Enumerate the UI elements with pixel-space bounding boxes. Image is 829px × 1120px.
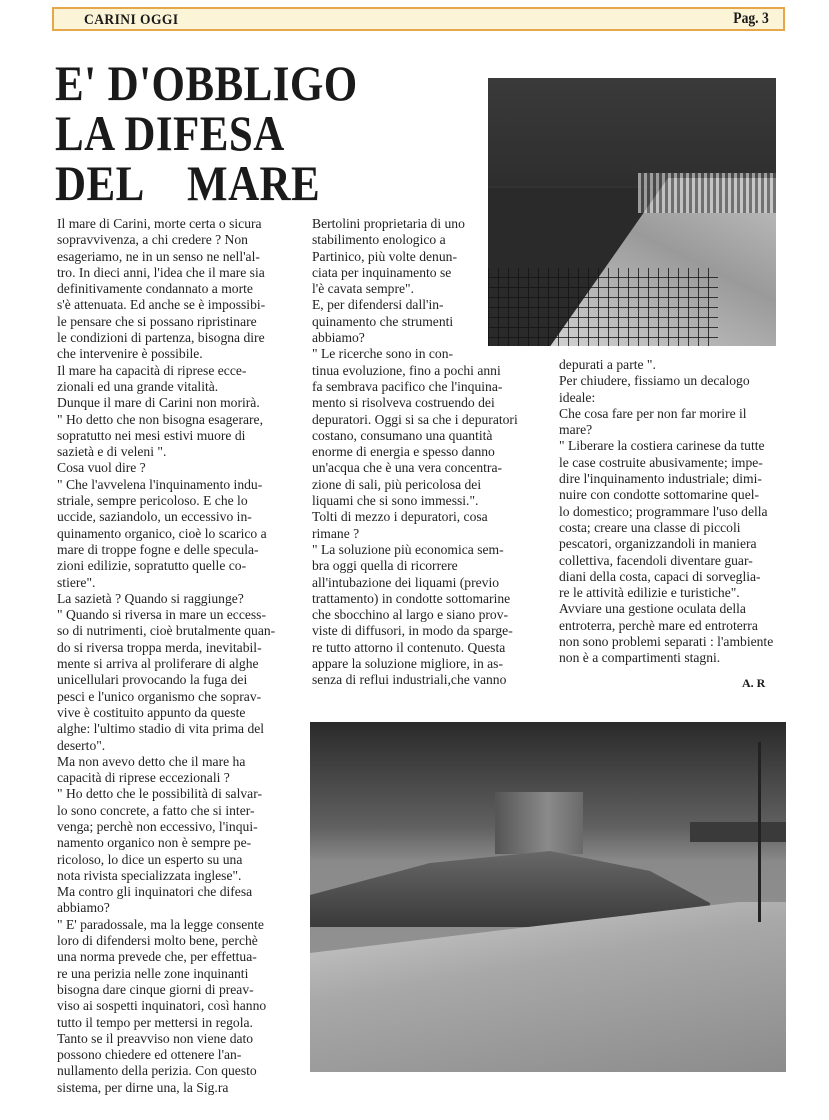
text-line: quinamento organico, cioè lo scarico a <box>57 525 267 541</box>
text-line: costano, consumano una quantità <box>312 427 493 443</box>
text-line: stiere". <box>57 574 96 590</box>
text-line: bra oggi quella di ricorrere <box>312 558 458 574</box>
text-line: enorme di energia e spesso danno <box>312 444 495 460</box>
page-header <box>52 7 785 31</box>
text-line: " Quando si riversa in mare un eccess- <box>57 607 267 623</box>
text-line: Bertolini proprietaria di uno <box>312 216 465 231</box>
text-line: unicellulari provocando la fuga dei <box>57 672 248 688</box>
text-line: dire l'inquinamento industriale; dimi- <box>559 471 762 487</box>
text-line: bisogna dare cinque giorni di preav- <box>57 981 254 997</box>
text-line: liquami che si sono immessi.". <box>312 493 479 509</box>
text-line: le case costruite abusivamente; impe- <box>559 454 763 470</box>
text-line: una norma prevede che, per effettua- <box>57 949 257 965</box>
text-line: zioni edilizie, sopratutto quelle co- <box>57 558 247 574</box>
text-line: tinua evoluzione, fino a pochi anni <box>312 362 501 378</box>
text-line: sopravvivenza, a chi credere ? Non <box>57 232 248 248</box>
text-line: ideale: <box>559 389 596 405</box>
text-line: all'intubazione dei liquami (previo <box>312 574 500 590</box>
text-line: tutto il tempo per mettersi in regola. <box>57 1014 253 1030</box>
text-line: le condizioni di partenza, bisogna dire <box>57 330 265 346</box>
text-line: stabilimento enologico a <box>312 232 446 248</box>
page-number: Pag. 3 <box>733 10 769 27</box>
text-line: so di nutrimenti, cioè brutalmente quan- <box>57 623 276 639</box>
text-line: re le attività edilizie e turistiche". <box>559 585 740 601</box>
text-line: zione di sali, più pericolosa dei <box>312 476 482 492</box>
text-line: " Liberare la costiera carinese da tutte <box>559 438 765 454</box>
text-line: un'acqua che è una vera concentra- <box>312 460 503 476</box>
text-line: sopratutto nei mesi estivi muore di <box>57 427 246 443</box>
text-line: mente si arriva al proliferare di alghe <box>57 656 259 672</box>
text-line: Che cosa fare per non far morire il <box>559 405 747 421</box>
text-line: Avviare una gestione oculata della <box>559 601 746 617</box>
text-line: senza di reflui industriali,che vanno <box>312 672 507 688</box>
text-line: " Che l'avvelena l'inquinamento indu- <box>57 476 263 492</box>
text-line: zionali ed una grande vitalità. <box>57 378 219 394</box>
text-line: vive è costituito appunto da queste <box>57 704 246 720</box>
article-column-2 <box>312 216 554 689</box>
text-line: tro. In dieci anni, l'idea che il mare sia <box>57 264 265 280</box>
text-line: uccide, saziandolo, un eccessivo in- <box>57 509 252 525</box>
article-column-1 <box>57 216 299 1096</box>
text-line: " Ho detto che non bisogna esagerare, <box>57 411 263 427</box>
text-line: " La soluzione più economica sem- <box>312 541 504 557</box>
text-line: namento organico non è sempre pe- <box>57 835 252 851</box>
article-column-3 <box>559 357 789 667</box>
text-line: rimane ? <box>312 525 360 541</box>
text-line: l'è cavata sempre". <box>312 281 414 297</box>
text-line: diani della costa, capaci di sorveglia- <box>559 568 761 584</box>
text-line: Il mare ha capacità di riprese ecce- <box>57 362 247 378</box>
text-line: pesci e l'unico organismo che soprav- <box>57 688 262 704</box>
text-line: Il mare di Carini, morte certa o sicura <box>57 216 262 231</box>
text-line: viso ai sospetti inquinatori, così hanno <box>57 998 267 1014</box>
text-line: " Ho detto che le possibilità di salvar- <box>57 786 262 802</box>
text-line: possono chiedere ed ottenere l'an- <box>57 1047 242 1063</box>
text-line: lo domestico; programmare l'uso della <box>559 503 768 519</box>
article-title: E' D'OBBLIGO LA DIFESA DEL MARE <box>55 55 358 211</box>
text-line: pescatori, organizzandoli in maniera <box>559 536 757 552</box>
author-signature: A. R <box>742 676 766 690</box>
text-line: ciata per inquinamento se <box>312 264 452 280</box>
text-line: ricoloso, lo dice un esperto su una <box>57 851 243 867</box>
text-line: depurati a parte ". <box>559 357 656 372</box>
text-line: entroterra, perchè mare ed entroterra <box>559 617 758 633</box>
text-line: mare di troppe fogne e delle specula- <box>57 541 259 557</box>
text-line: le pensare che si possano ripristinare <box>57 313 257 329</box>
text-line: abbiamo? <box>312 330 365 346</box>
text-line: esageriamo, ne in un senso ne nell'al- <box>57 248 260 264</box>
text-line: Cosa vuol dire ? <box>57 460 146 476</box>
text-line: Ma non avevo detto che il mare ha <box>57 753 246 769</box>
text-line: nuire con condotte sottomarine quel- <box>559 487 760 503</box>
text-line: re tutto attorno il contenuto. Questa <box>312 639 506 655</box>
text-line: Dunque il mare di Carini non morirà. <box>57 395 260 411</box>
text-line: striale, sempre pericoloso. E che lo <box>57 493 248 509</box>
text-line: nota rivista specializzata inglese". <box>57 867 242 883</box>
text-line: fa sembrava pacifico che l'inquina- <box>312 378 503 394</box>
text-line: deserto". <box>57 737 106 753</box>
text-line: non è a compartimenti stagni. <box>559 650 721 666</box>
text-line: s'è attenuata. Ed anche se è impossibi- <box>57 297 266 313</box>
text-line: che sbocchino al largo e siano prov- <box>312 607 509 623</box>
text-line: do si riversa troppa merda, inevitabil- <box>57 639 262 655</box>
text-line: re una perizia nelle zone inquinanti <box>57 965 249 981</box>
text-line: loro di difendersi molto bene, perchè <box>57 933 258 949</box>
text-line: Per chiudere, fissiamo un decalogo <box>559 373 750 389</box>
text-line: Tanto se il preavviso non viene dato <box>57 1030 254 1046</box>
text-line: quinamento che strumenti <box>312 313 454 329</box>
text-line: che intervenire è possibile. <box>57 346 203 362</box>
text-line: alghe: l'ultimo stadio di vita prima del <box>57 721 265 737</box>
coastal-tower-photo <box>310 722 786 1072</box>
text-line: venga; perchè non eccessivo, l'inqui- <box>57 818 258 834</box>
text-line: nullamento della perizia. Con questo <box>57 1063 257 1079</box>
text-line: " Le ricerche sono in con- <box>312 346 454 362</box>
text-line: trattamento) in condotte sottomarine <box>312 590 511 606</box>
text-line: viste di diffusori, in modo da sparge- <box>312 623 513 639</box>
text-line: abbiamo? <box>57 900 110 916</box>
text-line: La sazietà ? Quando si raggiunge? <box>57 590 244 606</box>
text-line: mento si risolveva costruendo dei <box>312 395 495 411</box>
text-line: costa; creare una classe di piccoli <box>559 519 741 535</box>
text-line: non sono problemi separati : l'ambiente <box>559 634 774 650</box>
text-line: appare la soluzione migliore, in as- <box>312 656 504 672</box>
text-line: E, per difendersi dall'in- <box>312 297 444 313</box>
text-line: capacità di riprese eccezionali ? <box>57 770 230 786</box>
text-line: sazietà e di veleni ". <box>57 444 167 460</box>
text-line: " E' paradossale, ma la legge consente <box>57 916 264 932</box>
text-line: collettiva, facendoli diventare guar- <box>559 552 753 568</box>
text-line: definitivamente condannato a morte <box>57 281 253 297</box>
publication-name: CARINI OGGI <box>84 12 179 28</box>
text-line: sistema, per dirne una, la Sig.ra <box>57 1079 229 1095</box>
text-line: Partinico, più volte denun- <box>312 248 457 264</box>
text-line: Ma contro gli inquinatori che difesa <box>57 884 253 900</box>
text-line: depuratori. Oggi si sa che i depuratori <box>312 411 518 427</box>
text-line: mare? <box>559 422 593 438</box>
text-line: Tolti di mezzo i depuratori, cosa <box>312 509 488 525</box>
text-line: lo sono concrete, a fatto che si inter- <box>57 802 255 818</box>
